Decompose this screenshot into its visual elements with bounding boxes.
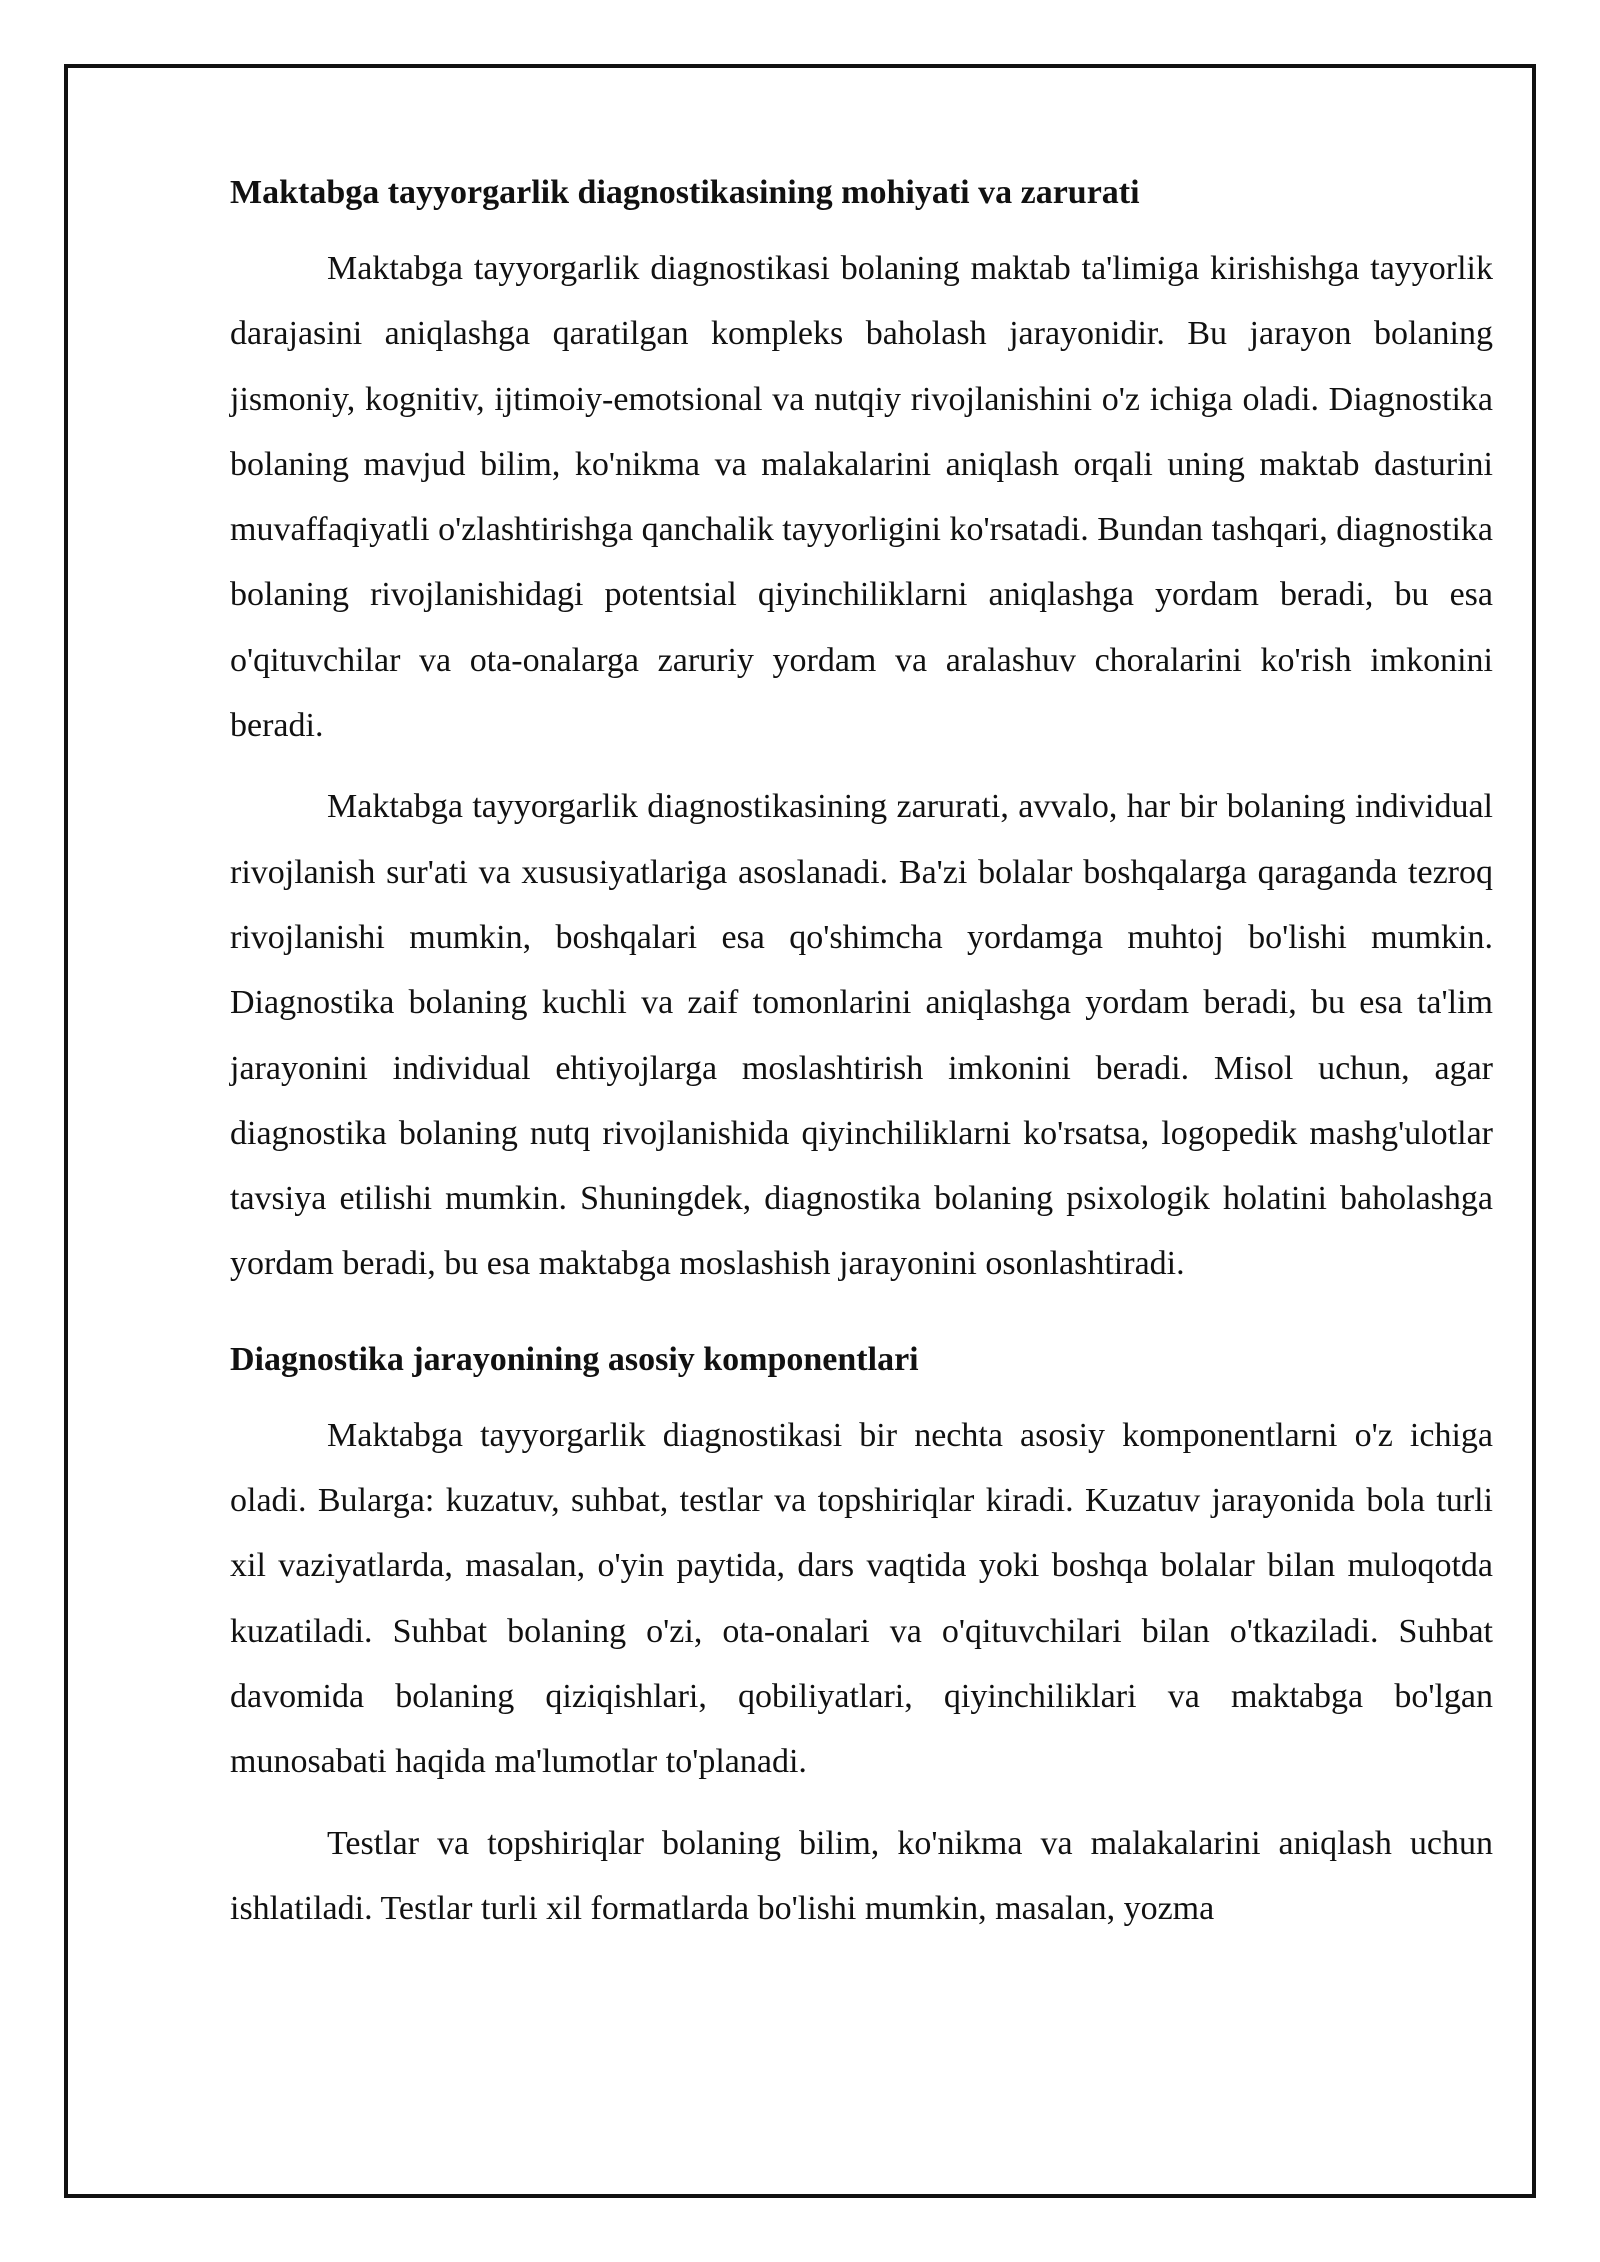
paragraph: Testlar va topshiriqlar bolaning bilim, ko'nikma va malakalarini aniqlash uchun ishlatiladi. Testlar turli xil formatlarda bo'lishi mumkin, masalan, yozma [230,1824,1493,1927]
paragraph: Maktabga tayyorgarlik diagnostikasining zarurati, avvalo, har bir bolaning individual rivojlanish sur'ati va xususiyatlariga asoslanadi. Ba'zi bolalar boshqalarga qaraganda tezroq rivojlanishi mumkin, boshqalari esa qo'shimcha yordamga muhtoj bo'lishi mumkin. Diagnostika bolaning kuchli va zaif tomonlarini aniqlashga yordam beradi, bu esa ta'lim jarayonini individual ehtiyojlarga moslashtirish imkonini beradi. Misol uchun, agar diagnostika bolaning nutq rivojlanishida qiyinchiliklarni ko'rsatsa, logopedik mashg'ulotlar tavsiya etilishi mumkin. Shuningdek, diagnostika bolaning psixologik holatini baholashga yordam beradi, bu esa maktabga moslashish jarayonini osonlashtiradi. [230,788,1493,1283]
paragraph: Maktabga tayyorgarlik diagnostikasi bolaning maktab ta'limiga kirishishga tayyorlik darajasini aniqlashga qaratilgan kompleks baholash jarayonidir. Bu jarayon bolaning jismoniy, kognitiv, ijtimoiy-emotsional va nutqiy rivojlanishini o'z ichiga oladi. Diagnostika bolaning mavjud bilim, ko'nikma va malakalarini aniqlash orqali uning maktab dasturini muvaffaqiyatli o'zlashtirishga qanchalik tayyorligini ko'rsatadi. Bundan tashqari, diagnostika bolaning rivojlanishidagi potentsial qiyinchiliklarni aniqlashga yordam beradi, bu esa o'qituvchilar va ota-onalarga zaruriy yordam va aralashuv choralarini ko'rish imkonini beradi. [230,250,1493,745]
section-heading-essence: Maktabga tayyorgarlik diagnostikasining mohiyati va zarurati [230,174,1140,211]
section-heading-components: Diagnostika jarayonining asosiy komponentlari [230,1340,919,1378]
paragraph: Maktabga tayyorgarlik diagnostikasi bir nechta asosiy komponentlarni o'z ichiga oladi. Bularga: kuzatuv, suhbat, testlar va topshiriqlar kiradi. Kuzatuv jarayonida bola turli xil vaziyatlarda, masalan, o'yin paytida, dars vaqtida yoki boshqa bolalar bilan muloqotda kuzatiladi. Suhbat bolaning o'zi, ota-onalari va o'qituvchilari bilan o'tkaziladi. Suhbat davomida bolaning qiziqishlari, qobiliyatlari, qiyinchiliklari va maktabga bo'lgan munosabati haqida ma'lumotlar to'planadi. [230,1416,1493,1781]
document-body [230,168,1493,1957]
